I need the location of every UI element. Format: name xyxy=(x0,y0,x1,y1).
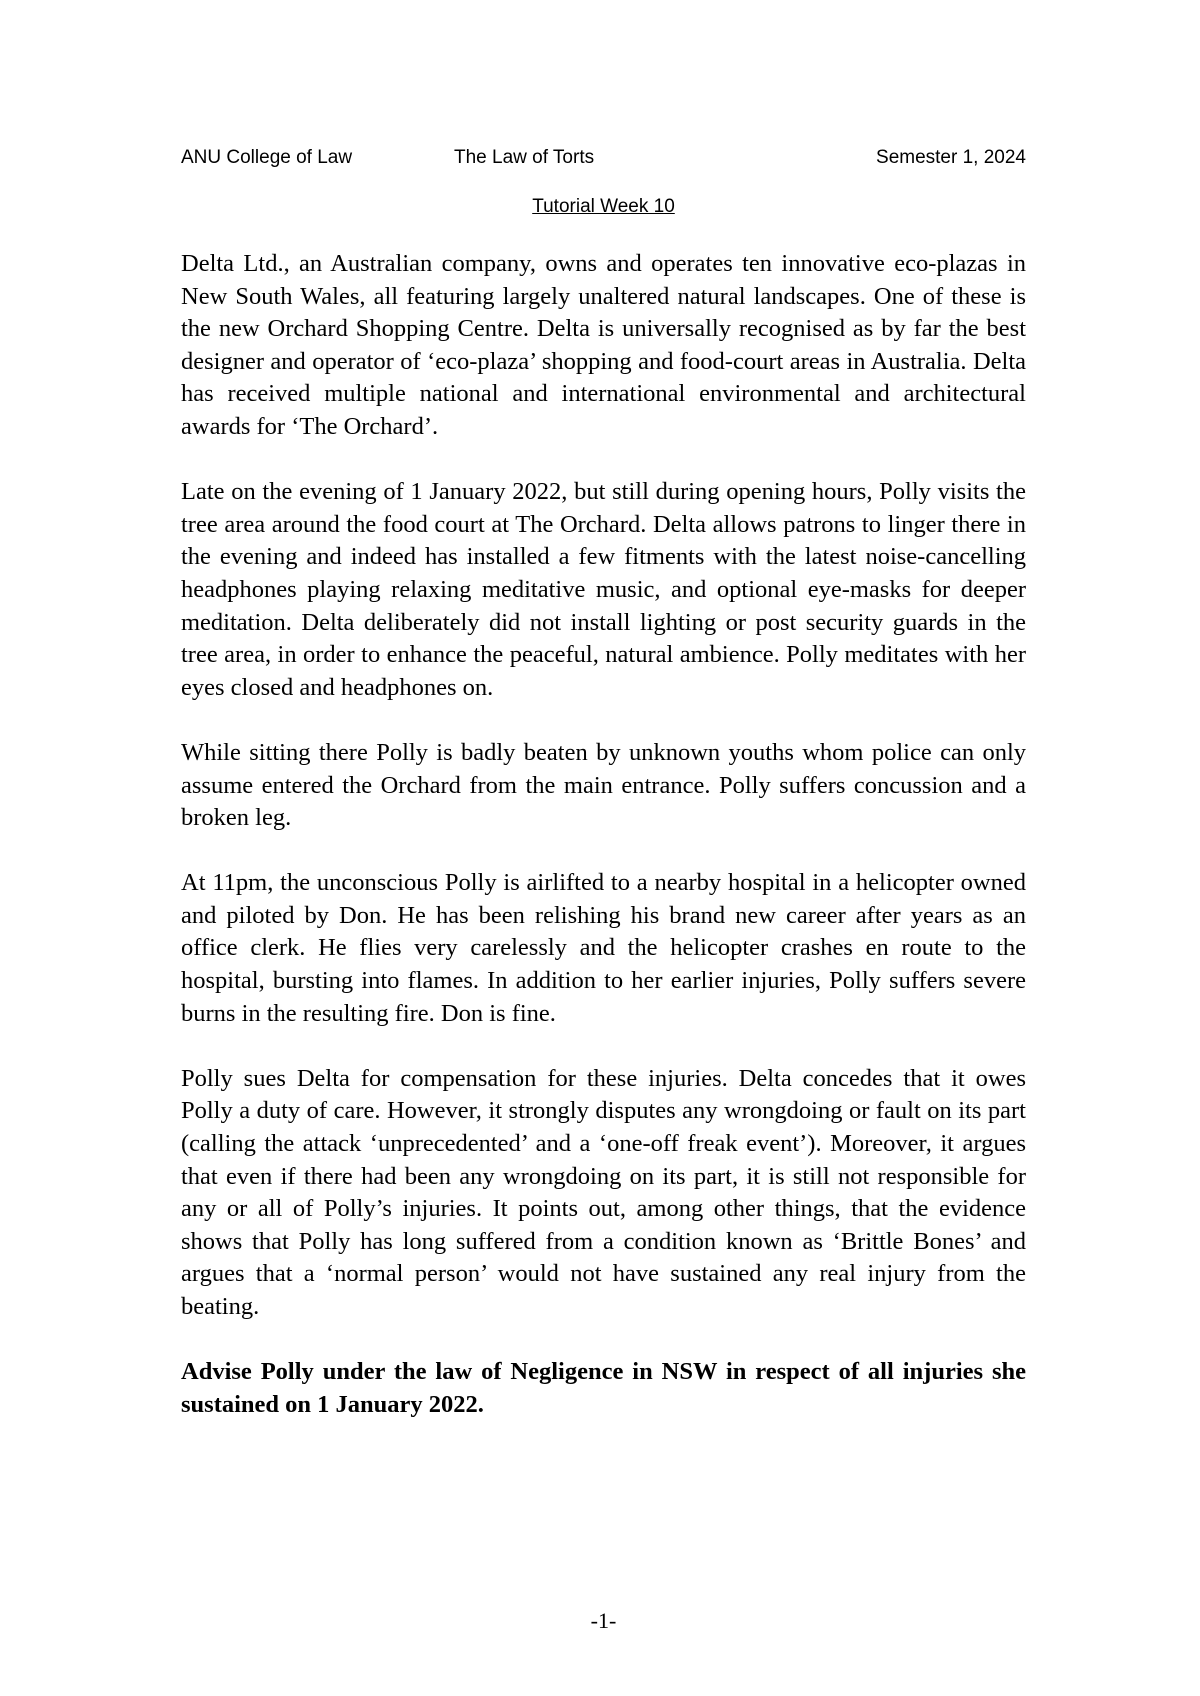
header-course: The Law of Torts xyxy=(454,147,595,168)
problem-text xyxy=(181,248,1026,1421)
paragraph-3: While sitting there Polly is badly beaten by unknown youths whom police can only assume entered the Orchard from the main entrance. Polly suffers concussion and a broken leg. xyxy=(181,738,1026,832)
paragraph-5: Polly sues Delta for compensation for these injuries. Delta concedes that it owes Polly a duty of care. However, it strongly disputes any wrongdoing or fault on its part (calling the attack ‘unprecedented’ and a ‘one-off freak event’). Moreover, it argues that even if there had been any wrongdoing on its part, it is still not responsible for any or all of Polly’s injuries. It points out, among other things, that the evidence shows that Polly has long suffered from a condition known as ‘Brittle Bones’ and argues that a ‘normal person’ would not have sustained any real injury from the beating. xyxy=(181,1064,1026,1320)
page-number: -1- xyxy=(590,1608,617,1633)
header-semester: Semester 1, 2024 xyxy=(876,147,1026,168)
header-institution: ANU College of Law xyxy=(181,147,353,168)
paragraph-1: Delta Ltd., an Australian company, owns and operates ten innovative eco-plazas in New South Wales, all featuring largely unaltered natural landscapes. One of these is the new Orchard Shopping Centre. Delta is universally recognised as by far the best designer and operator of ‘eco-plaza’ shopping and food-court areas in Australia. Delta has received multiple national and international environmental and architectural awards for ‘The Orchard’. xyxy=(181,250,1026,440)
tutorial-title: Tutorial Week 10 xyxy=(532,196,675,217)
page-header xyxy=(181,143,1026,173)
paragraph-2: Late on the evening of 1 January 2022, but still during opening hours, Polly visits the tree area around the food court at The Orchard. Delta allows patrons to linger there in the evening and indeed has installed a few fitments with the latest noise-cancelling headphones playing relaxing meditative music, and optional eye-masks for deeper meditation. Delta deliberately did not install lighting or post security guards in the tree area, in order to enhance the peaceful, natural ambience. Polly meditates with her eyes closed and headphones on. xyxy=(181,478,1026,701)
advise-question: Advise Polly under the law of Negligence in NSW in respect of all injuries she sustained on 1 January 2022. xyxy=(181,1358,1026,1418)
paragraph-4: At 11pm, the unconscious Polly is airlifted to a nearby hospital in a helicopter owned and piloted by Don. He has been relishing his brand new career after years as an office clerk. He flies very carelessly and the helicopter crashes en route to the hospital, bursting into flames. In addition to her earlier injuries, Polly suffers severe burns in the resulting fire. Don is fine. xyxy=(181,869,1026,1027)
